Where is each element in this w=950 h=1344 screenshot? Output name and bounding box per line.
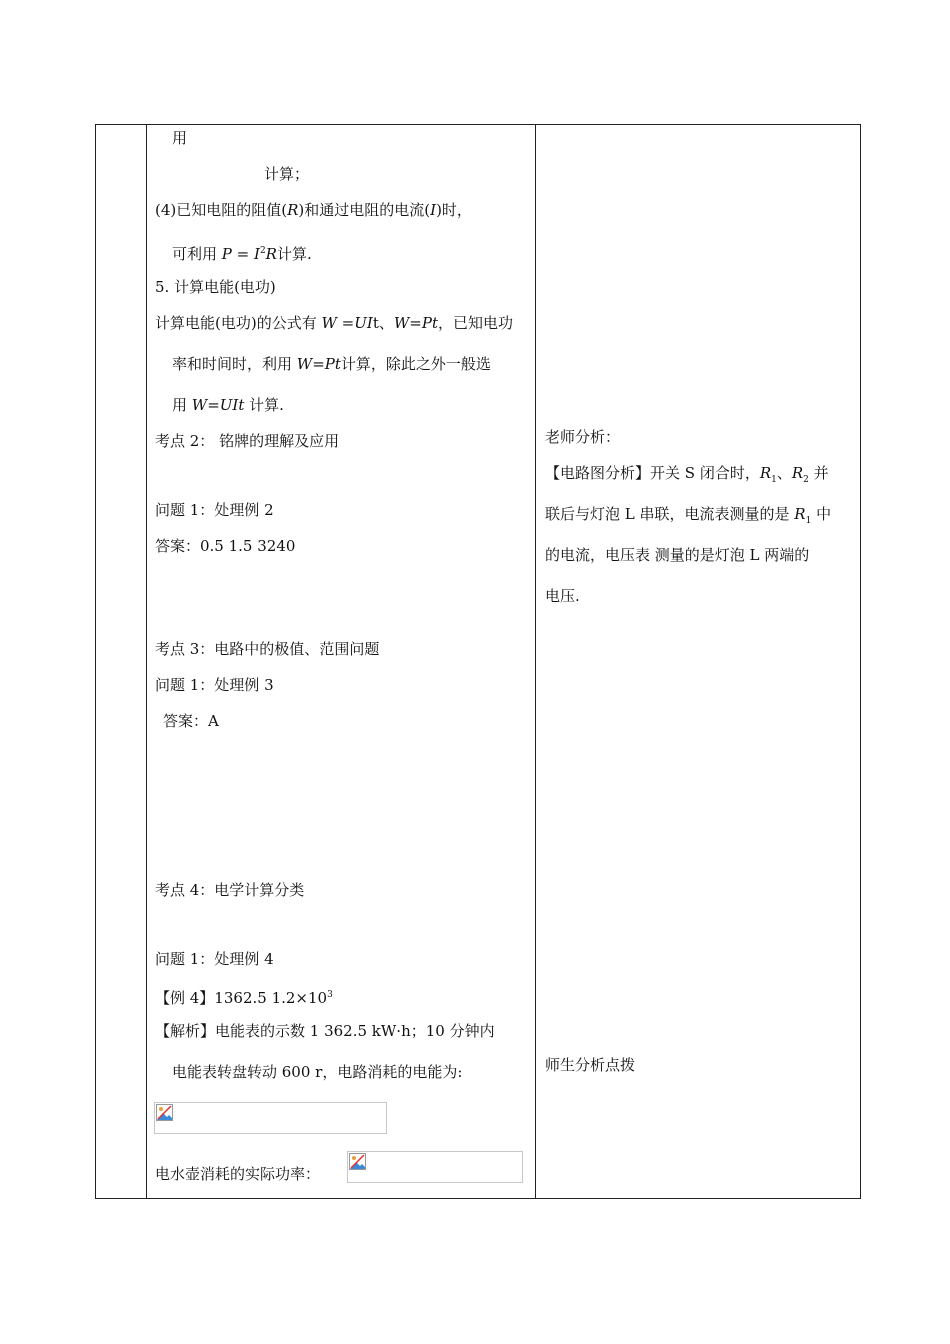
- text-line: 的电流，电压表 测量的是灯泡 L 两端的: [545, 546, 810, 564]
- text-line: 联后与灯泡 L 串联，电流表测量的是 $R_1$ 中: [545, 505, 832, 526]
- section-heading: 5. 计算电能(电功): [155, 278, 276, 296]
- text-line: 电能表转盘转动 600 r，电路消耗的电能为:: [172, 1063, 463, 1081]
- text-line: 问题 1：处理例 3: [155, 676, 274, 694]
- text-line: 计算；: [264, 165, 310, 183]
- text-line: 用: [172, 129, 188, 147]
- text-line: 问题 1：处理例 2: [155, 501, 274, 519]
- section-heading: 老师分析：: [545, 428, 621, 446]
- answer-line: 【例 4】1362.5 $1.2\times 10^3$: [155, 989, 333, 1007]
- column-divider-1: [146, 125, 147, 1198]
- formula-image: [347, 1151, 523, 1183]
- text-line: 问题 1：处理例 4: [155, 950, 274, 968]
- answer-line: 答案：A: [163, 712, 219, 730]
- text-line: 【解析】电能表的示数 1 362.5 kW·h；10 分钟内: [155, 1022, 495, 1040]
- broken-image-icon: [156, 1104, 173, 1121]
- text-line: 用 W=UIt 计算.: [172, 396, 284, 414]
- column-divider-2: [535, 125, 536, 1198]
- text-line: 电水壶消耗的实际功率：: [155, 1165, 321, 1183]
- formula-image: [154, 1102, 387, 1134]
- text-line: 计算电能(电功)的公式有 W =UIt、W=Pt，已知电功: [155, 314, 514, 332]
- text-line: 率和时间时，利用 W=Pt计算，除此之外一般选: [172, 355, 491, 373]
- text-line: 可利用 $P = I^2R$计算.: [172, 245, 312, 263]
- answer-line: 答案：0.5 1.5 3240: [155, 537, 296, 555]
- section-heading: 考点 2： 铭牌的理解及应用: [155, 432, 340, 450]
- section-heading: 师生分析点拨: [545, 1056, 636, 1074]
- text-line: 电压.: [545, 587, 580, 605]
- text-line: (4)已知电阻的阻值(R)和通过电阻的电流(I)时，: [155, 201, 472, 219]
- section-heading: 考点 4：电学计算分类: [155, 881, 305, 899]
- text-line: 【电路图分析】开关 S 闭合时，$R_1$、$R_2$ 并: [545, 464, 829, 485]
- section-heading: 考点 3：电路中的极值、范围问题: [155, 640, 380, 658]
- broken-image-icon: [349, 1153, 366, 1170]
